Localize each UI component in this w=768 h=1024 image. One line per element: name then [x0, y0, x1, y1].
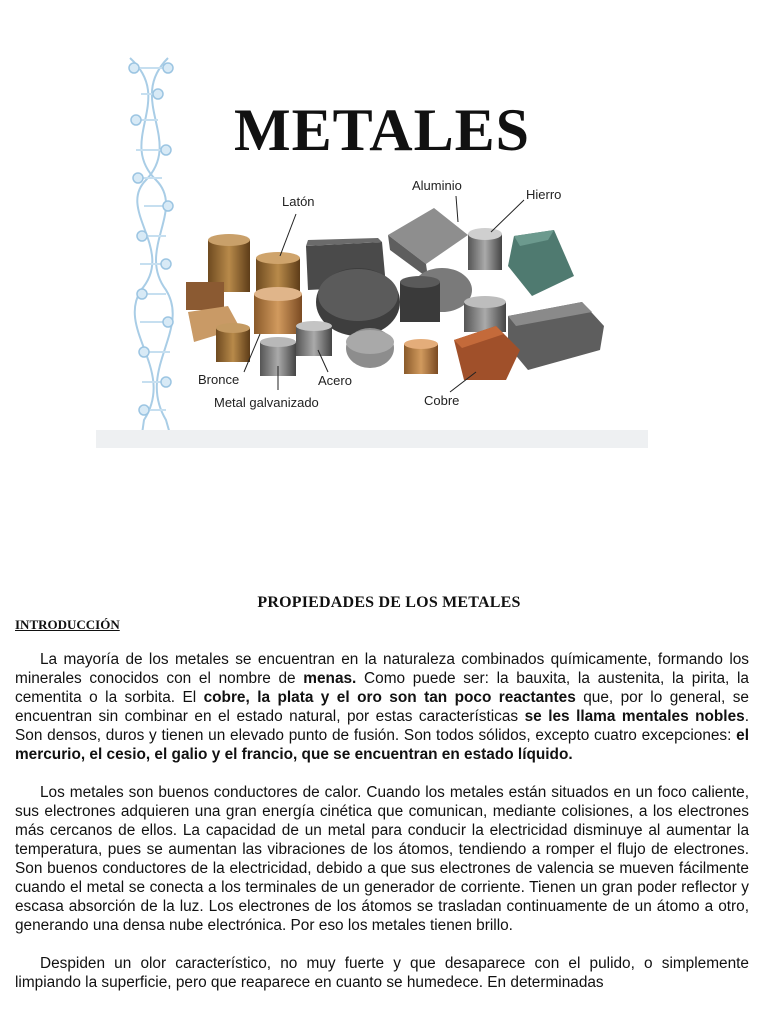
label-hierro: Hierro	[526, 187, 562, 202]
p1-bold-menas: menas.	[303, 670, 357, 687]
p1-bold-noble-metals: cobre, la plata y el oro son tan poco reactantes	[203, 689, 576, 706]
paragraph-2: Los metales son buenos conductores de calor. Cuando los metales están situados en un foco caliente, sus electrones adquieren una gran energía cinética que comunican, mediante colisiones, a los electrones más cercanos de ellos. La capacidad de un metal para conducir la electricidad disminuye al aumentar la temperatura, pues se aumentan las vibraciones de los átomos, tendiendo a romper el flujo de electrones. Son buenos conductores de la electricidad, debido a que sus electrones de valencia se mueven fácilmente cuando el metal se conecta a los terminales de un generador de corriente. Tienen un gran poder reflector y escasa absorción de la luz. Los electrones de los átomos se trasladan continuamente de un átomo a otro, generando una densa nube electrónica. Por eso los metales tienen brillo.	[15, 784, 749, 934]
intro-heading: INTRODUCCIÓN	[15, 617, 120, 632]
body-text	[15, 650, 749, 1011]
p1-text-c: Como puede ser: la bauxita, la austenita, la pirita, la cementita o la sorbita. El	[15, 670, 749, 706]
metals-figure	[96, 50, 648, 448]
metal-samples	[186, 208, 604, 380]
p1-text-e: que, por lo general, se encuentran sin combinar en el estado natural, por estas características	[15, 689, 749, 725]
p1-text-g: . Son densos, duros y tienen un elevado punto de fusión. Son todos sólidos, excepto cuatro excepciones:	[15, 708, 749, 744]
paragraph-3: Despiden un olor característico, no muy fuerte y que desaparece con el pulido, o simplemente limpiando la superficie, pero que reaparece en cuanto se humedece. En determinadas	[15, 955, 749, 991]
figure-title: METALES	[234, 97, 530, 163]
paragraph-1	[15, 650, 749, 764]
p1-bold-nobles: se les llama mentales nobles	[524, 708, 745, 725]
label-bronce: Bronce	[198, 372, 240, 387]
figure-bottom-band	[96, 430, 648, 448]
p1-bold-liquid-metals: el mercurio, el cesio, el galio y el francio, que se encuentran en estado líquido.	[15, 727, 749, 763]
label-aluminio: Aluminio	[412, 178, 462, 193]
label-acero: Acero	[318, 373, 352, 388]
p1-text-a: La mayoría de los metales se encuentran en la naturaleza combinados químicamente, formando los minerales conocidos con el nombre de	[15, 651, 749, 687]
label-laton: Latón	[282, 194, 315, 209]
section-title: PROPIEDADES DE LOS METALES	[257, 594, 521, 611]
label-cobre: Cobre	[424, 393, 460, 408]
label-metal-galvanizado: Metal galvanizado	[214, 395, 319, 410]
